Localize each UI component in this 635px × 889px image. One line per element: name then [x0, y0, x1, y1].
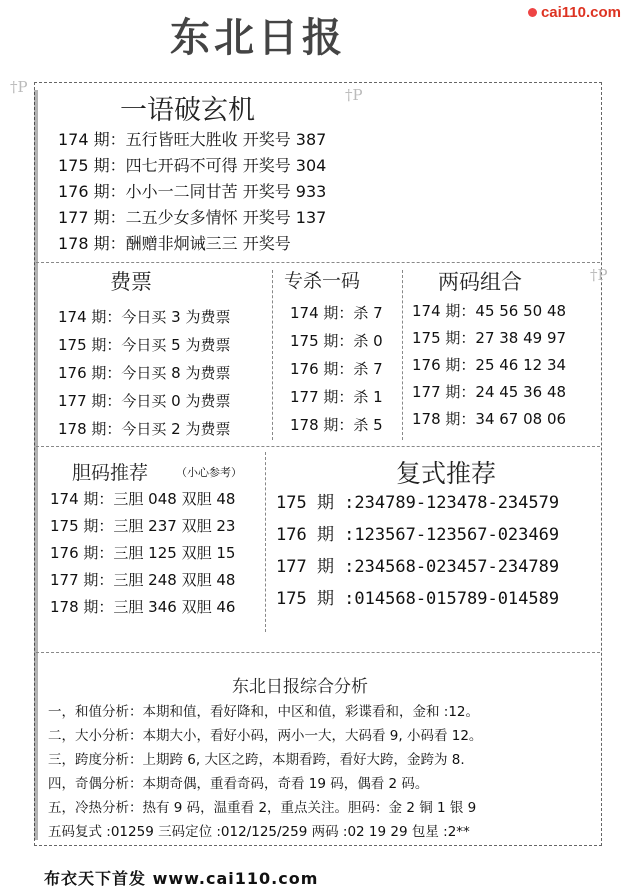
left-bar	[34, 90, 38, 840]
list-item: 177 期：三胆 248 双胆 48	[50, 571, 236, 589]
danma-list	[50, 488, 235, 623]
list-item: 177 期：24 45 36 48	[412, 383, 567, 401]
list-item: 175 期 :234789-123478-234579	[276, 493, 560, 513]
list-item: 177 期：二五少女多情怀 开奖号 137	[58, 208, 327, 227]
divider	[272, 270, 273, 440]
list-item: 二，大小分析：本期大小，看好小码，两小一大，大码看 9, 小码看 12。	[48, 728, 483, 744]
list-item: 178 期：三胆 346 双胆 46	[50, 598, 236, 616]
list-item: 176 期：三胆 125 双胆 15	[50, 544, 236, 562]
list-item: 176 期：今日买 8 为费票	[58, 364, 231, 382]
list-item: 175 期 :014568-015789-014589	[276, 589, 560, 609]
list-item: 176 期 :123567-123567-023469	[276, 525, 560, 545]
watermark-mark: †P	[10, 78, 28, 96]
list-item: 175 期：四七开码不可得 开奖号 304	[58, 156, 327, 175]
watermark-mark: †P	[590, 266, 608, 284]
list-item: 174 期：五行皆旺大胜收 开奖号 387	[58, 130, 327, 149]
footer-text: 布衣天下首发 www.cai110.com	[44, 869, 319, 888]
site-logo-text: cai110.com	[540, 4, 621, 21]
list-item: 178 期：酬赠非炯诫三三 开奖号	[58, 234, 291, 253]
divider	[265, 452, 266, 632]
fushi-title: 复式推荐	[396, 459, 497, 488]
list-item: 177 期 :234568-023457-234789	[276, 557, 560, 577]
list-item: 175 期：今日买 5 为费票	[58, 336, 231, 354]
site-logo	[528, 4, 621, 21]
zhuansha-list	[290, 302, 383, 442]
feipiao-title: 费票	[110, 270, 152, 294]
analysis-list	[48, 700, 482, 844]
list-item: 178 期：今日买 2 为费票	[58, 420, 231, 438]
liangma-list	[412, 300, 566, 435]
list-item: 五码复式 :01259 三码定位 :012/125/259 两码 :02 19 29 包星 :2**	[48, 824, 470, 840]
yiyu-title: 一语破玄机	[120, 95, 255, 126]
analysis-title: 东北日报综合分析	[232, 677, 368, 697]
divider	[36, 652, 600, 653]
watermark-mark: †P	[345, 86, 363, 104]
fushi-list	[276, 488, 559, 616]
list-item: 174 期：杀 7	[290, 304, 383, 322]
list-item: 五，冷热分析：热有 9 码，温重看 2，重点关注。胆码：金 2 铜 1 银 9	[48, 800, 477, 816]
list-item: 三，跨度分析：上期跨 6, 大区之跨，本期看跨，看好大跨，金跨为 8.	[48, 752, 465, 768]
zhuansha-title: 专杀一码	[284, 270, 361, 292]
list-item: 175 期：杀 0	[290, 332, 383, 350]
list-item: 175 期：三胆 237 双胆 23	[50, 517, 236, 535]
list-item: 176 期：小小一二同甘苦 开奖号 933	[58, 182, 327, 201]
list-item: 175 期：27 38 49 97	[412, 329, 567, 347]
divider	[36, 262, 600, 263]
list-item: 174 期：今日买 3 为费票	[58, 308, 231, 326]
danma-note: （小心参考）	[176, 466, 242, 479]
list-item: 174 期：三胆 048 双胆 48	[50, 490, 236, 508]
yiyu-list	[58, 127, 326, 257]
list-item: 176 期：25 46 12 34	[412, 356, 567, 374]
logo-dot-icon	[528, 8, 537, 17]
list-item: 177 期：杀 1	[290, 388, 383, 406]
list-item: 177 期：今日买 0 为费票	[58, 392, 231, 410]
list-item: 174 期：45 56 50 48	[412, 302, 567, 320]
list-item: 四，奇偶分析：本期奇偶，重看奇码，奇看 19 码，偶看 2 码。	[48, 776, 429, 792]
divider	[402, 270, 403, 440]
liangma-title: 两码组合	[438, 270, 522, 294]
list-item: 一，和值分析：本期和值，看好降和，中区和值，彩谍看和，金和 :12。	[48, 704, 480, 720]
list-item: 176 期：杀 7	[290, 360, 383, 378]
masthead-title: 东北日报	[170, 14, 346, 61]
feipiao-list	[58, 306, 230, 446]
divider	[36, 446, 600, 447]
list-item: 178 期：杀 5	[290, 416, 383, 434]
list-item: 178 期：34 67 08 06	[412, 410, 567, 428]
danma-title: 胆码推荐	[72, 462, 149, 484]
